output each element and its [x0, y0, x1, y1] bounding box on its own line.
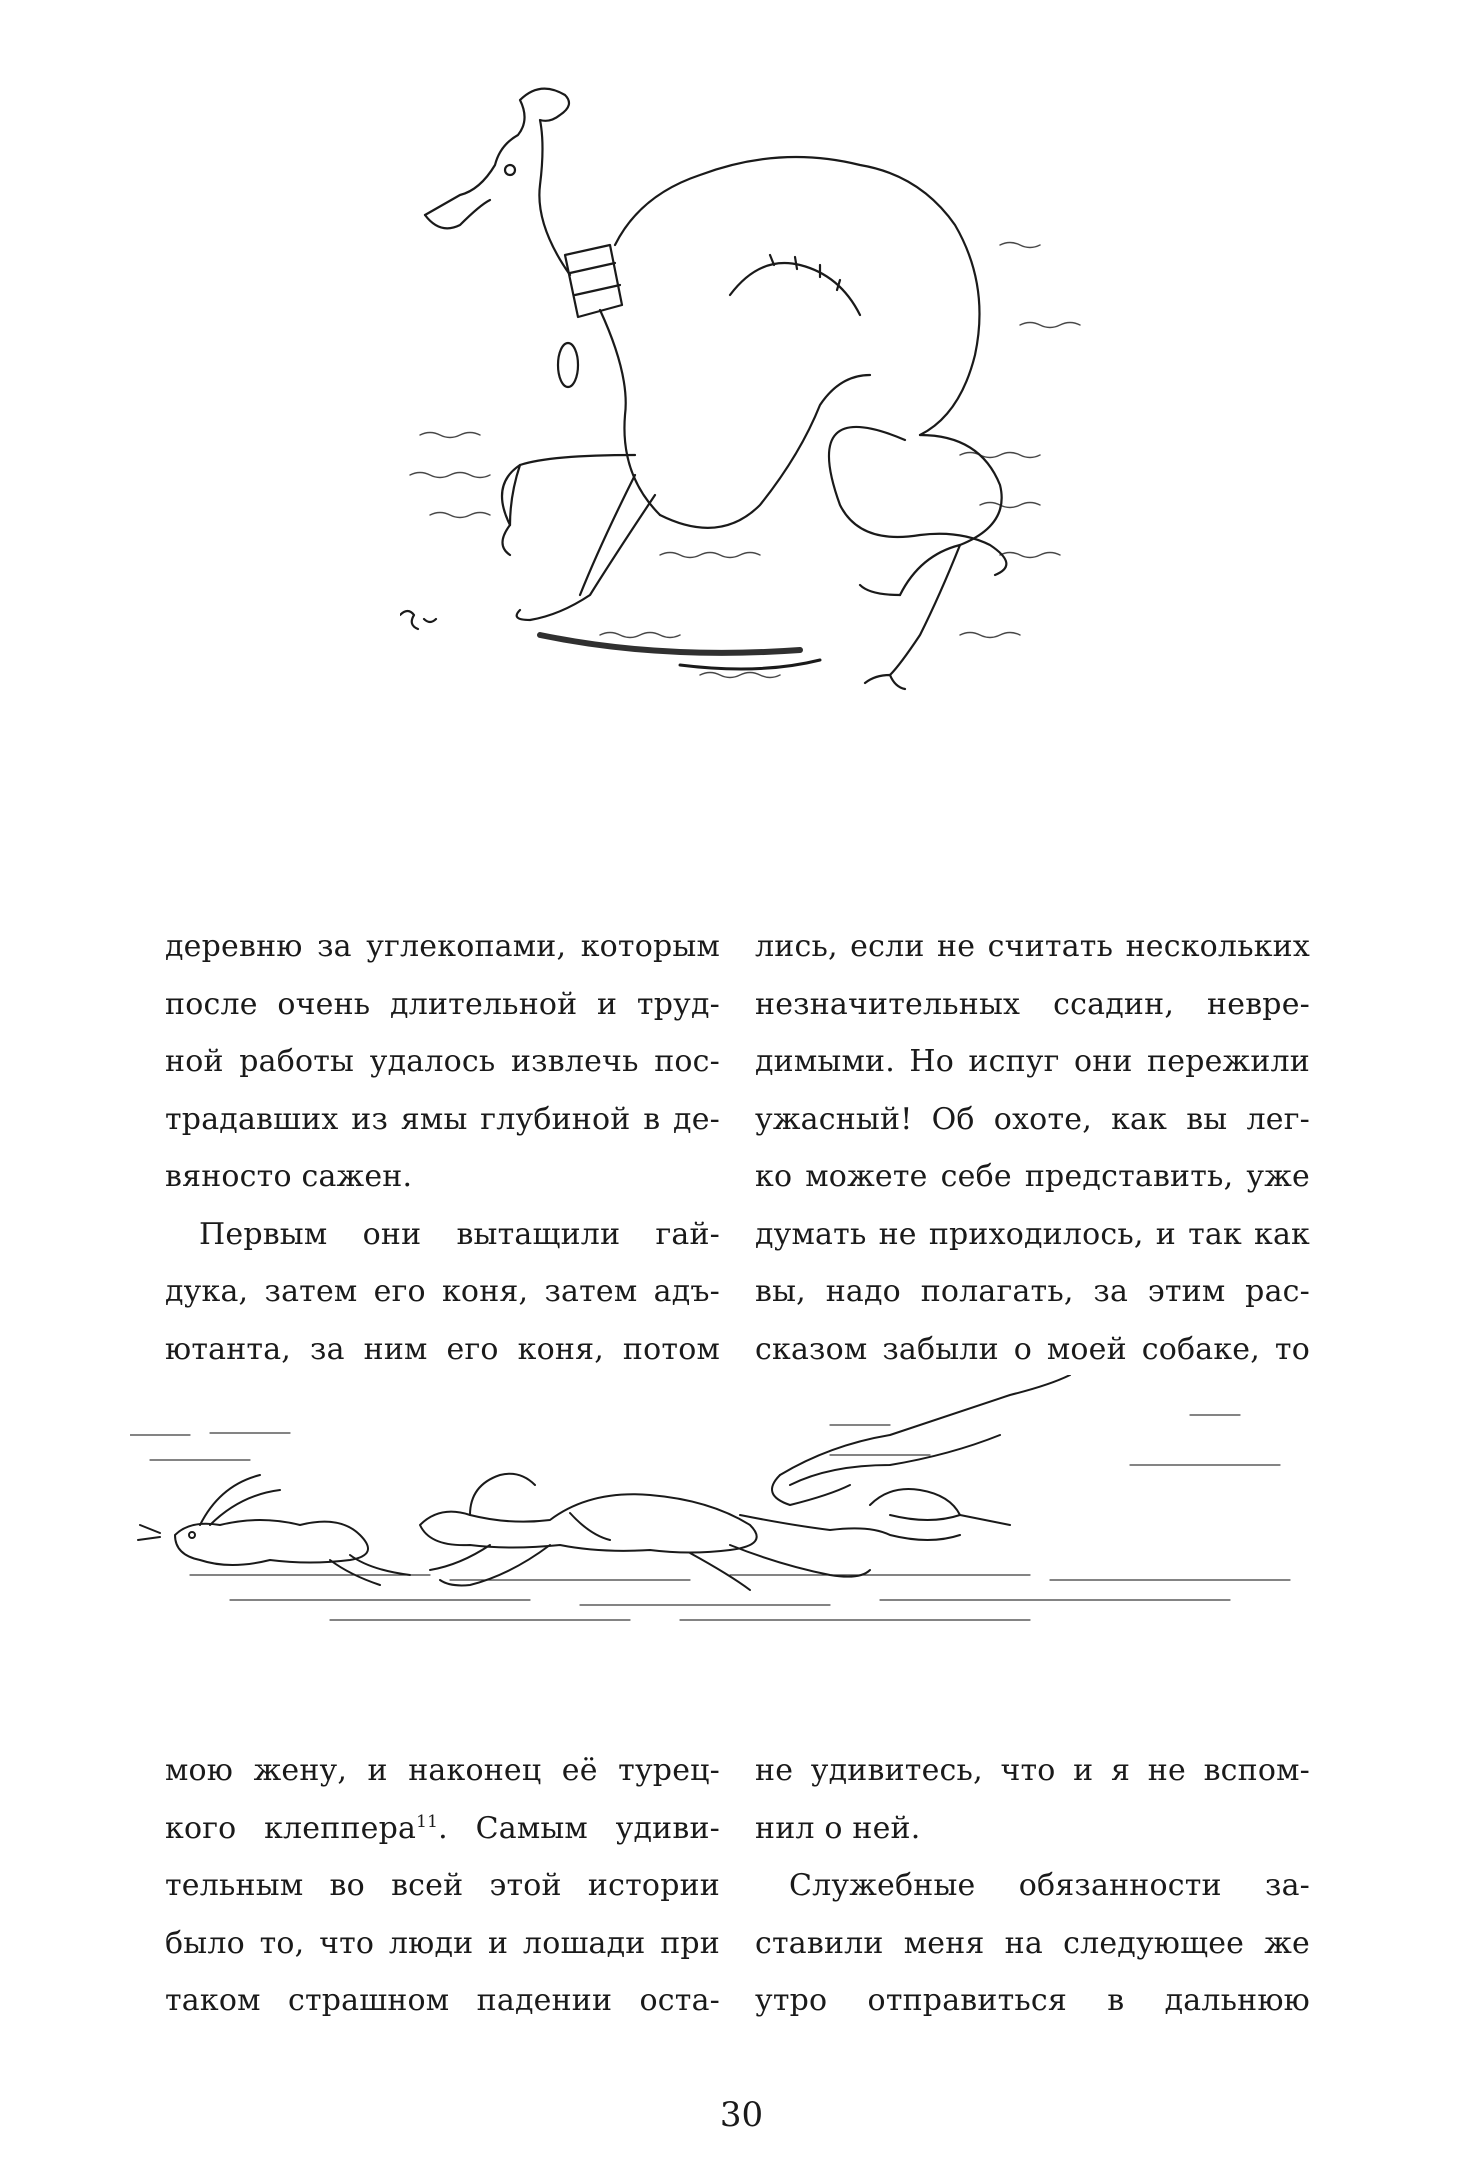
text-line: после очень длительной и труд- — [165, 986, 720, 1022]
text-line: Служебные обязанности за- — [789, 1868, 1310, 1903]
text-line: незначительных ссадин, невре- — [755, 986, 1310, 1022]
text-line: вы, надо полагать, за этим рас- — [755, 1274, 1310, 1309]
text-line: было то, что люди и лошади при — [165, 1925, 720, 1961]
column-bottom-left — [165, 1742, 720, 2030]
column-top-right — [755, 918, 1310, 1378]
illustration-chase — [130, 1375, 1330, 1625]
text-fragment: . Самым удиви- — [438, 1810, 721, 1846]
text-line: думать не приходилось, и так как — [755, 1216, 1310, 1252]
text-line: дука, затем его коня, затем адъ- — [165, 1274, 720, 1309]
text-line: утро отправиться в дальнюю — [755, 1983, 1310, 2018]
text-line: ставили меня на следующее же — [755, 1925, 1310, 1961]
text-line: ной работы удалось извлечь пос- — [165, 1044, 720, 1079]
text-line: не удивитесь, что и я не вспом- — [755, 1753, 1310, 1788]
text-line: нил о ней. — [755, 1810, 921, 1846]
text-line: димыми. Но испуг они пережили — [755, 1044, 1310, 1079]
hunt-chase-icon — [130, 1375, 1330, 1625]
text-fragment: кого клеппера — [165, 1810, 417, 1846]
column-top-left — [165, 918, 720, 1378]
text-line: тельным во всей этой истории — [165, 1868, 720, 1903]
text-line: ютанта, за ним его коня, потом — [165, 1331, 720, 1367]
text-line: таком страшном падении оста- — [165, 1983, 720, 2018]
text-line: ко можете себе представить, уже — [755, 1159, 1310, 1194]
column-bottom-right — [755, 1742, 1310, 2030]
hound-icon — [400, 75, 1130, 905]
text-line — [165, 1800, 720, 1858]
text-line: Первым они вытащили гай- — [199, 1216, 720, 1252]
text-line: деревню за углекопами, которым — [165, 929, 720, 964]
illustration-hound — [400, 75, 1130, 905]
text-line: вяносто сажен. — [165, 1159, 413, 1194]
footnote-marker[interactable]: 11 — [416, 1811, 439, 1832]
text-line: мою жену, и наконец её турец- — [165, 1753, 720, 1788]
text-line: сказом забыли о моей собаке, то — [755, 1331, 1310, 1367]
page-number: 30 — [719, 2095, 764, 2135]
text-line: традавших из ямы глубиной в де- — [165, 1101, 720, 1137]
text-line: ужасный! Об охоте, как вы лег- — [755, 1101, 1310, 1137]
text-line: лись, если не считать нескольких — [755, 929, 1310, 964]
